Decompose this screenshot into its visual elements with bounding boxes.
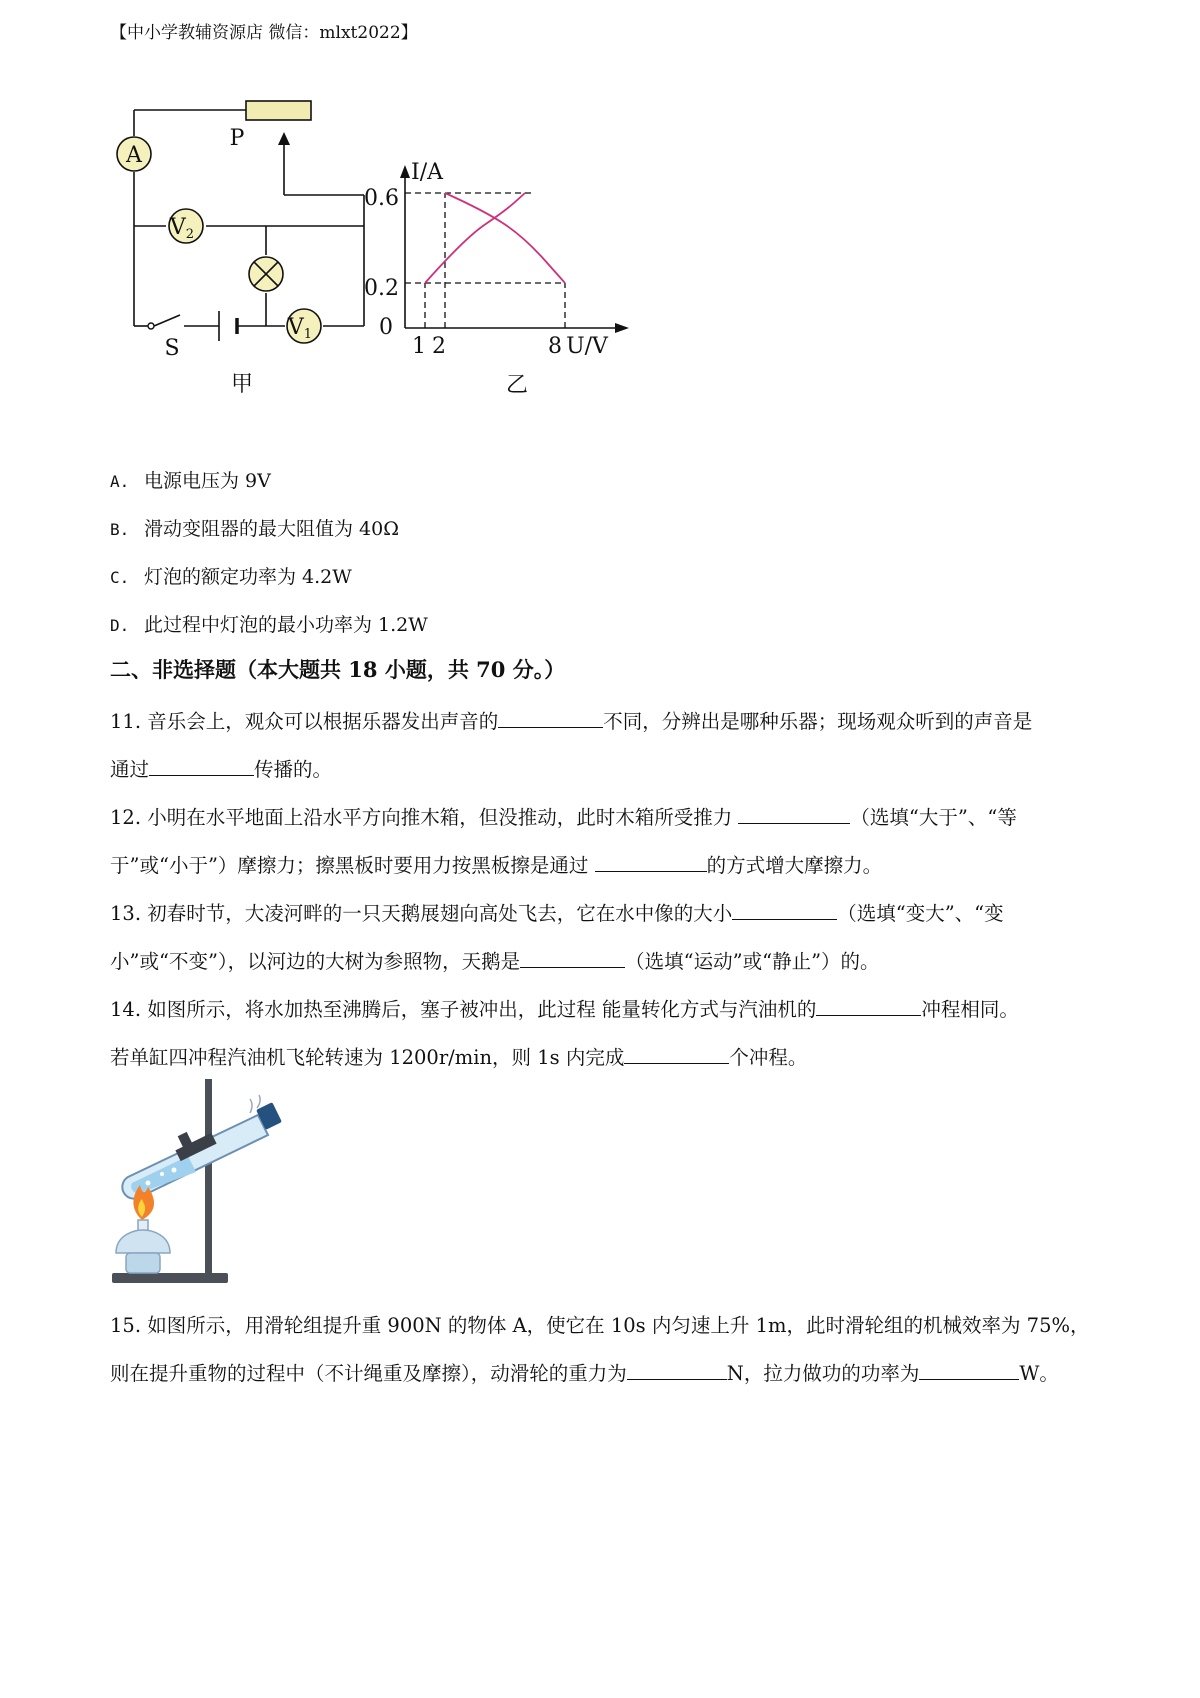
- answer-blank[interactable]: [919, 1359, 1019, 1380]
- question-14-line-1: [110, 994, 1100, 1022]
- x-tick-label: 1: [412, 334, 426, 359]
- q11-text: 11. 音乐会上，观众可以根据乐器发出声音的: [110, 710, 499, 733]
- question-14-line-2: [110, 1042, 1100, 1070]
- answer-blank[interactable]: [816, 995, 921, 1016]
- voltmeter-v2-label: V: [169, 215, 186, 240]
- q12-text: （选填“大于”、“等: [850, 806, 1017, 829]
- q14-text: 个冲程。: [729, 1046, 808, 1069]
- battery-icon: [219, 311, 237, 341]
- q11-text: 通过: [110, 758, 150, 781]
- slider-label: P: [229, 126, 245, 151]
- q12-text: 的方式增大摩擦力。: [706, 854, 883, 877]
- test-tube: [122, 1115, 268, 1199]
- answer-blank[interactable]: [624, 1043, 729, 1064]
- question-13-line-1: [110, 898, 1100, 926]
- question-11-line-1: [110, 706, 1100, 734]
- answer-blank[interactable]: [149, 755, 254, 776]
- option-d: [110, 610, 428, 637]
- q15-text: N，拉力做功的功率为: [726, 1362, 920, 1385]
- switch-icon: [148, 323, 154, 329]
- option-b: [110, 514, 399, 541]
- q13-text: （选填“变大”、“变: [837, 902, 1004, 925]
- question-13-line-2: [110, 946, 1100, 974]
- alcohol-burner: [116, 1220, 170, 1273]
- slider-arrow-icon: [278, 132, 290, 145]
- option-text: 此过程中灯泡的最小功率为 1.2W: [144, 614, 428, 636]
- question-11-line-2: [110, 754, 1100, 782]
- answer-blank[interactable]: [738, 803, 850, 824]
- ammeter-label: A: [126, 143, 142, 168]
- q12-text: 于”或“小于”）摩擦力；擦黑板时要用力按黑板擦是通过: [110, 854, 595, 877]
- q12-text: 12. 小明在水平地面上沿水平方向推木箱，但没推动，此时木箱所受推力: [110, 806, 739, 829]
- answer-blank[interactable]: [498, 707, 603, 728]
- voltmeter-v1-subscript: 1: [303, 327, 313, 342]
- x-axis-label: U/V: [566, 334, 608, 359]
- option-letter: A.: [110, 472, 130, 491]
- iu-graph: [364, 160, 640, 400]
- graph-caption: 乙: [505, 373, 529, 398]
- q11-text: 传播的。: [254, 758, 333, 781]
- answer-blank[interactable]: [595, 851, 707, 872]
- answer-blank[interactable]: [627, 1359, 727, 1380]
- origin-label: 0: [379, 315, 393, 340]
- question-15-line-1: [110, 1310, 1100, 1338]
- option-letter: D.: [110, 616, 130, 635]
- svg-text:I/A: [411, 160, 444, 185]
- q14-text: 冲程相同。: [921, 998, 1019, 1021]
- svg-text:U/V: [566, 334, 609, 359]
- question-12-line-2: [110, 850, 1100, 878]
- y-tick-label: 0.2: [364, 276, 399, 301]
- switch-label: S: [164, 336, 180, 361]
- q14-text: 14. 如图所示，将水加热至沸腾后，塞子被冲出，此过程 能量转化方式与汽油机的: [110, 998, 817, 1021]
- axes: [405, 174, 620, 328]
- boiling-test-tube-illustration: [110, 1075, 300, 1290]
- stand-rod: [205, 1079, 212, 1275]
- q13-text: （选填“运动”或“静止”）的。: [625, 950, 880, 973]
- q15-text: W。: [1019, 1362, 1059, 1385]
- option-text: 滑动变阻器的最大阻值为 40Ω: [144, 518, 399, 540]
- q15-text: 则在提升重物的过程中（不计绳重及摩擦），动滑轮的重力为: [110, 1362, 627, 1385]
- circuit-diagram: [110, 105, 370, 395]
- option-text: 电源电压为 9V: [144, 470, 271, 492]
- q14-text: 若单缸四冲程汽油机飞轮转速为 1200r/min，则 1s 内完成: [110, 1046, 625, 1069]
- option-c: [110, 562, 352, 589]
- iu-curve-2: [445, 193, 565, 283]
- x-tick-label: 2: [432, 334, 446, 359]
- question-12-line-1: [110, 802, 1100, 830]
- rheostat: [246, 101, 311, 120]
- x-tick-label: 8: [548, 334, 562, 359]
- option-letter: C.: [110, 568, 130, 587]
- q13-text: 13. 初春时节，大凌河畔的一只天鹅展翅向高处飞去，它在水中像的大小: [110, 902, 733, 925]
- q13-text: 小”或“不变”），以河边的大树为参照物，天鹅是: [110, 950, 521, 973]
- option-text: 灯泡的额定功率为 4.2W: [144, 566, 352, 588]
- voltmeter-v1-label: V: [287, 315, 304, 340]
- y-axis-label: I/A: [411, 160, 443, 185]
- option-a: [110, 466, 271, 493]
- option-letter: B.: [110, 520, 130, 539]
- y-tick-label: 0.6: [364, 186, 399, 211]
- header-note: 【中小学教辅资源店 微信：mlxt2022】: [110, 23, 418, 43]
- question-15-line-2: [110, 1358, 1100, 1386]
- q11-text: 不同，分辨出是哪种乐器；现场观众听到的声音是: [603, 710, 1033, 733]
- circuit-caption: 甲: [230, 372, 254, 397]
- voltmeter-v2-subscript: 2: [185, 227, 195, 242]
- answer-blank[interactable]: [520, 947, 625, 968]
- q15-text: 15. 如图所示，用滑轮组提升重 900N 的物体 A，使它在 10s 内匀速上升 1m，此时滑轮组的机械效率为 75%，: [110, 1314, 1090, 1337]
- answer-blank[interactable]: [732, 899, 837, 920]
- section-title: 二、非选择题（本大题共 18 小题，共 70 分。）: [110, 657, 566, 682]
